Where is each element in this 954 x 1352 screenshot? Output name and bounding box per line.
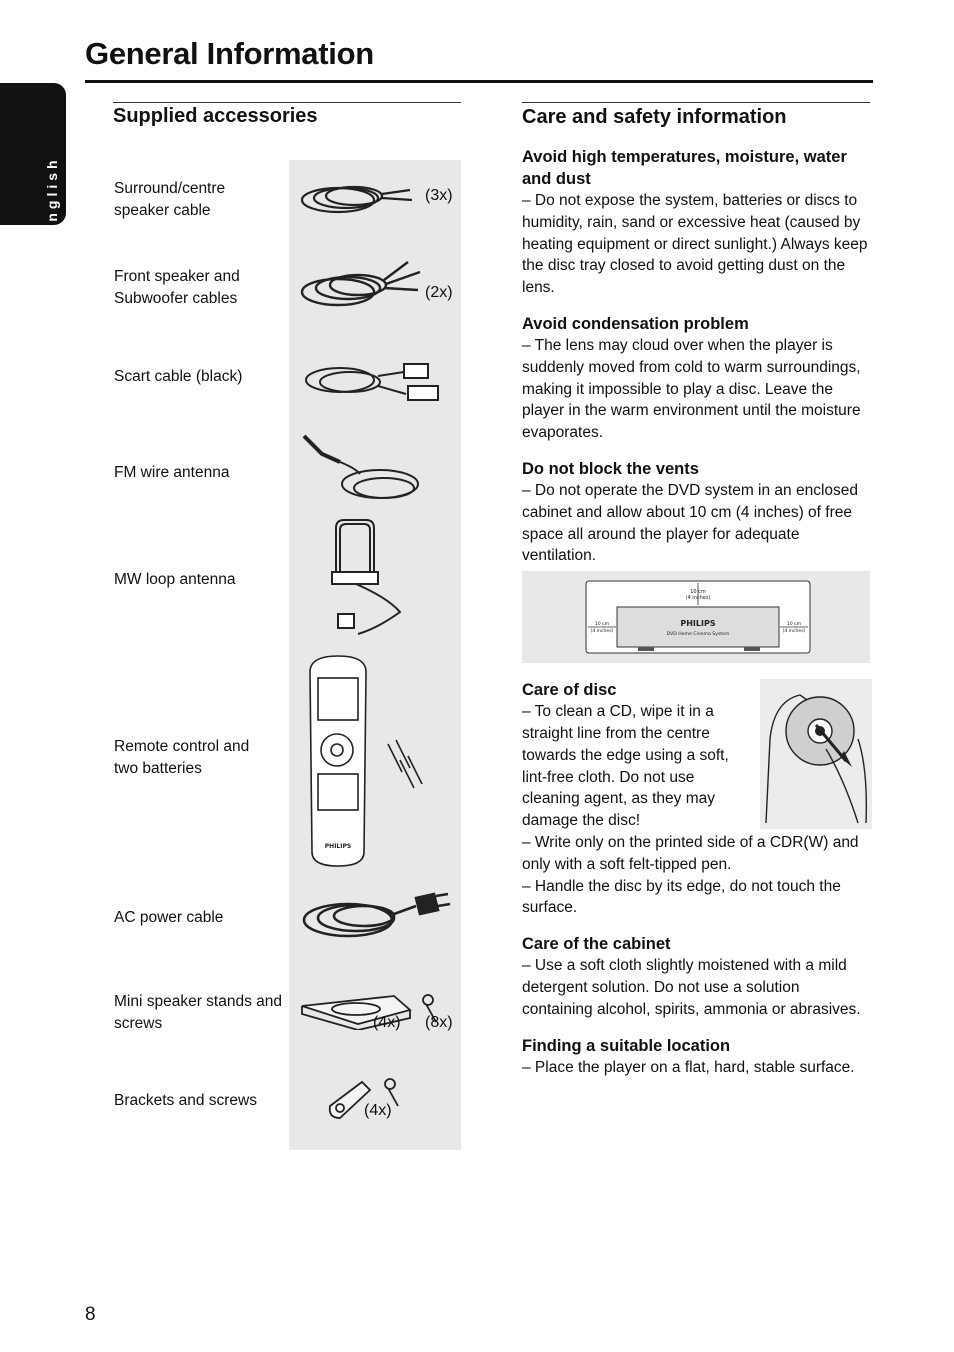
qty-surround-cable: (3x) [425,187,453,204]
care-heading-location: Finding a suitable location [522,1036,731,1055]
care-text-cabinet: – Use a soft cloth slightly moistened with a mild detergent solution. Do not use a solution containing alcohol, spirits, ammonia or abrasives. [522,957,861,1018]
page-number: 8 [85,1304,96,1325]
accessory-label-brackets: Brackets and screws [114,1092,257,1109]
speaker-stand-illustration [298,992,444,1030]
accessories-rule [113,102,461,103]
fm-antenna-illustration [300,432,425,510]
vent-right-label: 10 cm [786,622,802,628]
front-speaker-cable-illustration [298,256,428,310]
accessory-label-mw-antenna: MW loop antenna [114,571,236,588]
accessories-heading: Supplied accessories [113,105,318,127]
ac-power-cable-illustration [298,884,454,944]
mw-loop-antenna-illustration [328,518,412,640]
care-text-location: – Place the player on a flat, hard, stable surface. [522,1058,855,1076]
vent-right-sub: (4 inches) [782,629,806,635]
accessory-label-surround-cable: Surround/centre speaker cable [114,180,226,219]
care-heading: Care and safety information [522,106,787,128]
qty-speaker-stands: (4x) [373,1014,401,1031]
language-tab [0,83,66,235]
care-of-disc-block [522,679,872,919]
care-rule [522,102,870,103]
vent-top-sub: (4 inches) [685,595,711,602]
title-rule [85,80,873,83]
care-heading-cabinet: Care of the cabinet [522,935,671,954]
care-text-disc-handle: – Handle the disc by its edge, do not touch the surface. [522,877,841,917]
vent-brand: PHILIPS [680,619,716,629]
remote-control-illustration [304,652,434,870]
disc-cleaning-illustration [760,679,872,829]
care-text-disc-clean: – To clean a CD, wipe it in a straight line from the centre towards the edge using a soft, lint-free cloth. Do not use cleaning agent, as they may damage the disc! [522,703,729,830]
care-sections [522,146,872,1078]
qty-stand-screws: (8x) [425,1014,453,1031]
care-text-vents: – Do not operate the DVD system in an enclosed cabinet and allow about 10 cm (4 inches) of free space all around the player for adequate ventilation. [522,481,859,565]
care-heading-temperature: Avoid high temperatures, moisture, water and dust [522,148,847,188]
accessory-label-ac-cable: AC power cable [114,909,224,926]
vent-top-label: 10 cm [690,589,706,596]
care-text-temperature: – Do not expose the system, batteries or discs to humidity, rain, sand or excessive heat (caused by heating equipment or direct sunlight.) Always keep the disc tray closed to avoid getting dust on the lens. [522,192,868,297]
speaker-cable-illustration [298,176,424,220]
ventilation-diagram [522,571,870,663]
care-text-condensation: – The lens may cloud over when the player is suddenly moved from cold to warm surroundings, making it impossible to play a disc. Leave the player in the warm environment until the moisture evaporates. [522,336,861,442]
care-heading-vents: Do not block the vents [522,459,699,478]
accessory-label-remote: Remote control and two batteries [114,738,250,777]
care-heading-disc: Care of disc [522,681,617,700]
accessory-label-fm-antenna: FM wire antenna [114,464,230,481]
scart-cable-illustration [300,356,445,408]
accessory-label-scart-cable: Scart cable (black) [114,368,243,385]
care-heading-condensation: Avoid condensation problem [522,314,749,333]
accessory-label-front-cables: Front speaker and Subwoofer cables [114,268,240,307]
qty-brackets: (4x) [364,1102,392,1119]
remote-brand-label: PHILIPS [324,843,352,850]
language-tab-label: English [44,156,60,235]
vent-left-label: 10 cm [594,622,610,628]
vent-model: DVD Home Cinema System [666,632,730,638]
accessory-label-speaker-stands: Mini speaker stands and screws [114,993,283,1032]
vent-left-sub: (4 inches) [590,629,614,635]
page-title: General Information [85,36,374,71]
qty-front-cables: (2x) [425,284,453,301]
care-text-disc-write: – Write only on the printed side of a CDR(W) and only with a soft felt-tipped pen. [522,833,859,873]
